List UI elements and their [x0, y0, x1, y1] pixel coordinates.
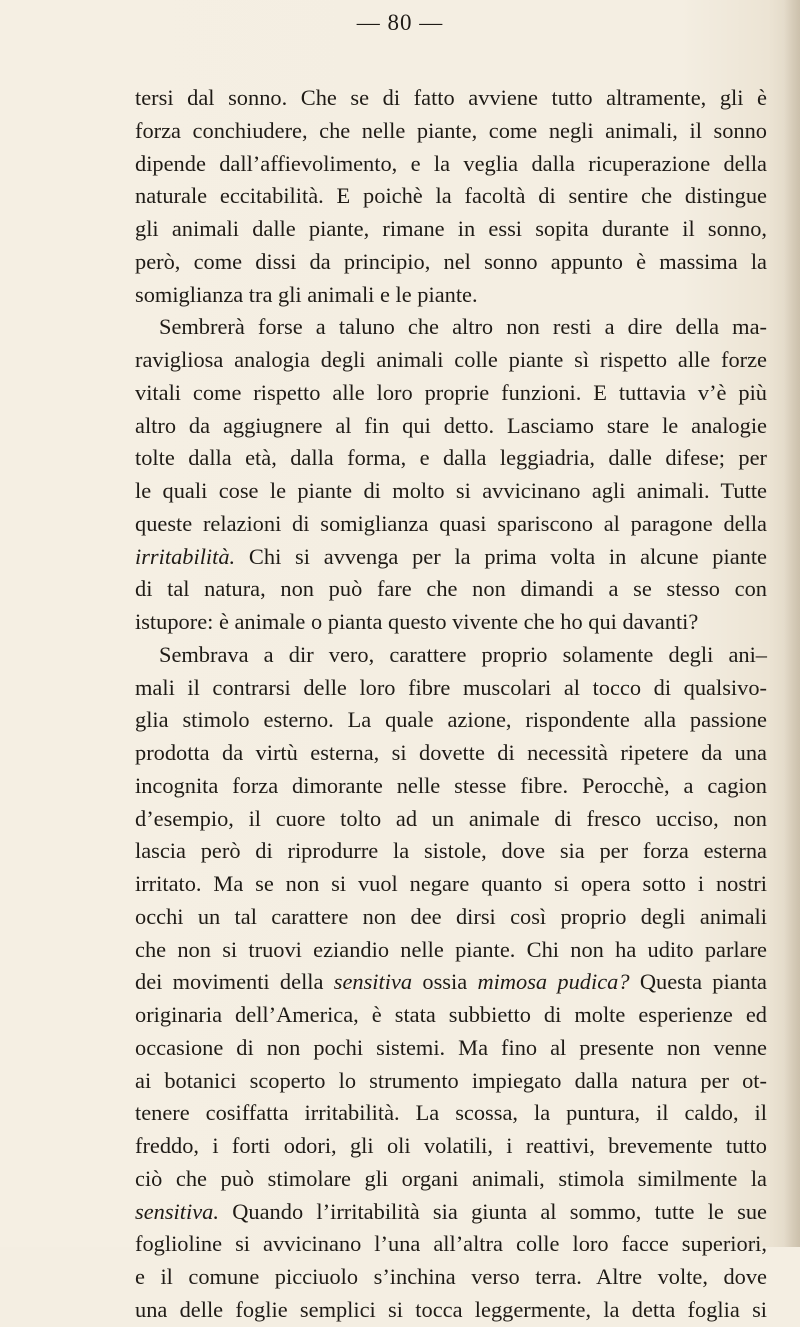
- text-line: [135, 1163, 767, 1196]
- text-line: [135, 115, 767, 148]
- text-line: [135, 606, 767, 639]
- text-segment: di tal natura, non può fare che non dimandi a se stesso con: [135, 576, 767, 602]
- text-line: [135, 180, 767, 213]
- text-line: [135, 737, 767, 770]
- text-segment: originaria dell’America, è stata subbietto di molte esperienze ed: [135, 1002, 767, 1027]
- text-line: [135, 541, 767, 574]
- text-segment: foglioline si avvicinano l’una all’altra colle loro facce superiori,: [135, 1231, 767, 1257]
- text-segment: Sembrava a dir vero, carattere proprio solamente degli ani–: [159, 641, 767, 667]
- text-segment: ravigliosa analogia degli animali colle piante sì rispetto alle forze: [135, 347, 767, 372]
- text-line: [135, 966, 767, 999]
- text-line: [135, 475, 767, 508]
- text-segment: occasione di non pochi sistemi. Ma fino al presente non venne: [135, 1034, 767, 1060]
- text-line: [135, 344, 767, 377]
- text-segment: però, come dissi da principio, nel sonno appunto è massima la: [135, 248, 767, 274]
- text-line: [135, 1097, 767, 1130]
- text-line: [135, 999, 767, 1032]
- text-line: [135, 311, 767, 344]
- italic-term: sensitiva: [333, 969, 413, 995]
- text-line: [135, 803, 767, 836]
- text-segment: una delle foglie semplici si tocca leggermente, la detta foglia si: [135, 1296, 767, 1322]
- text-line: [135, 1065, 767, 1098]
- text-segment: Questa pianta: [629, 969, 767, 995]
- italic-term: mimosa pudica?: [477, 969, 630, 995]
- text-segment: tersi dal sonno. Che se di fatto avviene tutto altramente, gli è: [135, 85, 767, 110]
- text-line: [135, 1294, 767, 1327]
- text-line: [135, 704, 767, 737]
- text-segment: irritato. Ma se non si vuol negare quanto si opera sotto i nostri: [135, 871, 767, 896]
- text-segment: altro da aggiugnere al fin qui detto. Lasciamo stare le analogie: [135, 412, 767, 438]
- text-segment: incognita forza dimorante nelle stesse fibre. Perocchè, a cagion: [135, 772, 767, 798]
- text-line: [135, 573, 767, 606]
- page-number-header: — 80 —: [356, 10, 444, 35]
- page-edge-shadow: [784, 0, 800, 1247]
- text-line: [135, 410, 767, 443]
- text-line: [135, 1032, 767, 1065]
- text-line: [135, 213, 767, 246]
- text-segment: istupore: è animale o pianta questo vivente che ho qui davanti?: [135, 609, 699, 634]
- text-segment: Chi si avvenga per la prima volta in alcune piante: [235, 543, 767, 569]
- text-segment: queste relazioni di somiglianza quasi spariscono al paragone della: [135, 510, 767, 536]
- text-segment: somiglianza tra gli animali e le piante.: [135, 281, 478, 307]
- text-segment: naturale eccitabilità. E poichè la facoltà di sentire che distingue: [135, 183, 767, 209]
- text-segment: ciò che può stimolare gli organi animali, stimola similmente la: [135, 1165, 767, 1191]
- text-line: [135, 770, 767, 803]
- text-segment: tenere cosiffatta irritabilità. La scossa, la puntura, il caldo, il: [135, 1100, 767, 1126]
- text-line: [135, 246, 767, 279]
- text-line: [135, 1261, 767, 1294]
- text-segment: dipende dall’affievolimento, e la veglia dalla ricuperazione della: [135, 150, 767, 176]
- text-line: [135, 672, 767, 705]
- text-segment: occhi un tal carattere non dee dirsi così proprio degli animali: [135, 903, 767, 929]
- text-segment: dei movimenti della: [135, 969, 334, 995]
- italic-term: irritabilità.: [135, 543, 236, 569]
- text-segment: prodotta da virtù esterna, si dovette di necessità ripetere da una: [135, 740, 767, 765]
- text-line: [135, 377, 767, 410]
- text-line: [135, 868, 767, 901]
- text-line: [135, 1196, 767, 1229]
- text-line: [135, 1130, 767, 1163]
- text-line: [135, 279, 767, 312]
- text-segment: freddo, i forti odori, gli oli volatili, i reattivi, brevemente tutto: [135, 1133, 767, 1158]
- text-segment: Quando l’irritabilità sia giunta al sommo, tutte le sue: [218, 1198, 767, 1224]
- text-segment: vitali come rispetto alle loro proprie funzioni. E tuttavia v’è più: [135, 379, 767, 405]
- text-segment: Sembrerà forse a taluno che altro non resti a dire della ma-: [159, 314, 767, 340]
- text-segment: e il comune picciuolo s’inchina verso terra. Altre volte, dove: [135, 1264, 767, 1289]
- text-segment: le quali cose le piante di molto si avvicinano agli animali. Tutte: [135, 478, 767, 503]
- text-line: [135, 82, 767, 115]
- text-line: [135, 835, 767, 868]
- text-line: [135, 148, 767, 181]
- text-segment: mali il contrarsi delle loro fibre muscolari al tocco di qualsivo-: [135, 674, 767, 700]
- text-segment: d’esempio, il cuore tolto ad un animale di fresco ucciso, non: [135, 805, 767, 831]
- text-line: [135, 639, 767, 672]
- text-segment: ossia: [412, 969, 478, 995]
- text-segment: ai botanici scoperto lo strumento impiegato dalla natura per ot-: [135, 1067, 767, 1093]
- italic-term: sensitiva.: [135, 1198, 219, 1224]
- text-line: [135, 508, 767, 541]
- text-segment: glia stimolo esterno. La quale azione, rispondente alla passione: [135, 707, 767, 733]
- text-line: [135, 901, 767, 934]
- text-segment: gli animali dalle piante, rimane in essi sopita durante il sonno,: [135, 216, 767, 241]
- text-line: [135, 442, 767, 475]
- text-segment: che non si truovi eziandio nelle piante. Chi non ha udito parlare: [135, 936, 767, 962]
- text-line: [135, 1228, 767, 1261]
- text-segment: forza conchiudere, che nelle piante, come negli animali, il sonno: [135, 117, 767, 143]
- text-segment: tolte dalla età, dalla forma, e dalla leggiadria, dalle difese; per: [135, 445, 767, 471]
- text-segment: lascia però di riprodurre la sistole, dove sia per forza esterna: [135, 838, 767, 864]
- body-text: [135, 82, 767, 1327]
- text-line: [135, 934, 767, 967]
